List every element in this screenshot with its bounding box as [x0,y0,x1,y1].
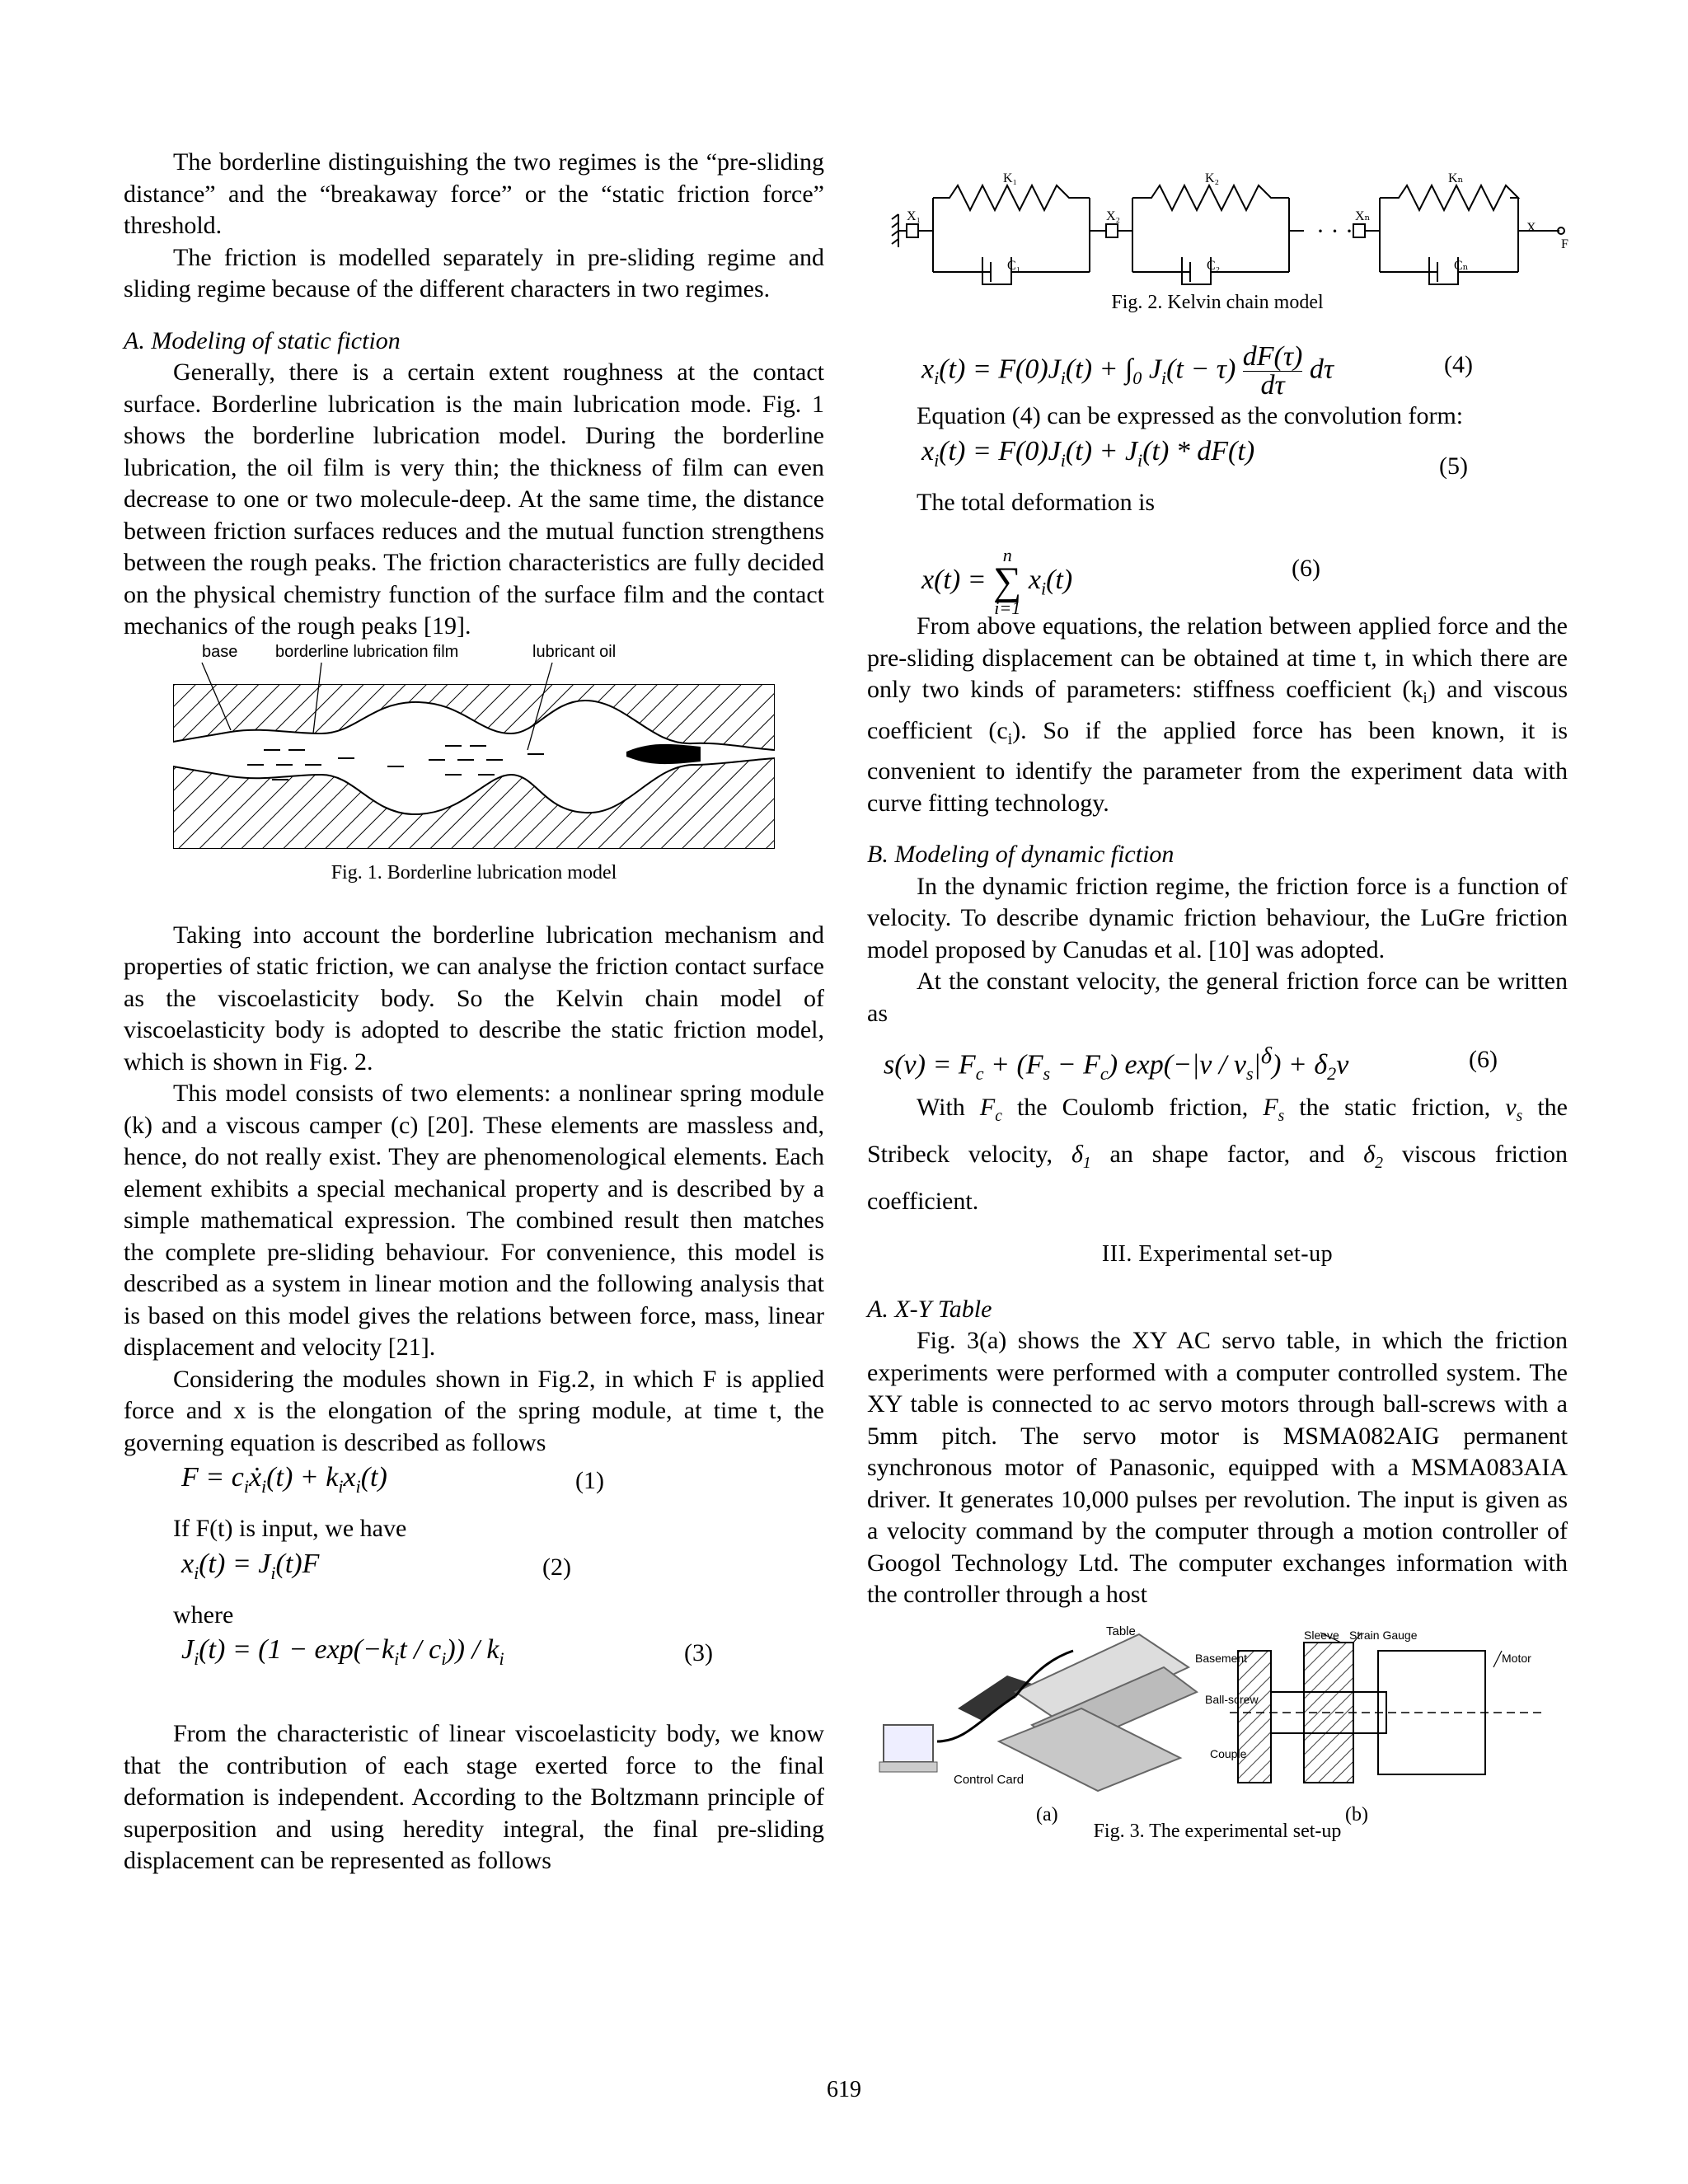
figure-2 [867,165,1568,320]
equation-3 [124,1634,824,1682]
equation-7-formula: $s(v) = F_c + (F_s - F_c)$ $\exp(-|v / v_s|^\delta) + \delta_2v$ [884,1043,1349,1085]
figure-1 [124,642,824,887]
equation-number: (2) [542,1553,571,1581]
paragraph: Taking into account the borderline lubrication mechanism and properties of static friction, we can analyse the friction contact surface as the viscoelasticity body. So the Kelvin chain model of viscoelasticity body is adopted to describe the static friction model, which is shown in Fig. 2. [124,921,824,1076]
equation-number: (4) [1444,351,1473,378]
fig1-label-oil: lubricant oil [532,642,617,661]
fig1-label-film: borderline lubrication film [275,642,459,661]
fig2-label-k2: K₂ [1205,171,1220,185]
equation-1 [124,1462,824,1510]
fig3-sub-b: (b) [1345,1803,1368,1825]
paragraph: With $F_c$ the Coulomb friction, $F_s$ the static friction, $v_s$ the Stribeck velocity, $\delta_1$ an shape factor, and $\delta_2$ viscous friction coefficient. [867,1094,1568,1215]
paragraph: The friction is modelled separately in pre-sliding regime and sliding regime because of the different characters in two regimes. [124,243,824,302]
borderline-lubrication-diagram [124,651,824,857]
fig2-label-c2: C₂ [1207,259,1221,273]
equation-4 [867,331,1568,401]
paragraph: This model consists of two elements: a nonlinear spring module (k) and a viscous camper (c) [20]. These elements are massless and, hence, do not really exist. They are phenomenological elements. Each element exhibits a special mechanical property and is described by a simple mathematical expression. The combined result then matches the complete pre-sliding behaviour. For convenience, this model is described as a system in linear motion and the following analysis that is based on this model gives the relations between force, mass, linear displacement and velocity [21]. [124,1080,824,1361]
page-number: 619 [827,2077,861,2102]
paragraph: Fig. 3(a) shows the XY AC servo table, in which the friction experiments were performed with a computer controlled system. The XY table is connected to ac servo motors through ball-screws with a 5mm pitch. The servo motor is MSMA082AIG permanent synchronous motor of Panasonic, equipped with a MSMA083AIA driver. It generates 10,000 pulses per revolution. The input is given as a velocity command by the computer through a motion controller of Googol Technology Ltd. The computer exchanges information with the controller through a host [867,1327,1568,1608]
equation-2 [124,1549,824,1596]
paragraph-text: From above equations, the relation between applied force and the pre-sliding displacement can be obtained at time t, in which there are only two kinds of parameters: stiffness coefficient (k [867,612,1568,703]
xy-table-photo [879,1634,1197,1791]
equation-number: (3) [684,1639,713,1666]
equation-3-formula: $J_i(t) = (1 - \exp(-k_it / c_i)) / k_i$ [181,1634,504,1669]
paragraph: Equation (4) can be expressed as the convolution form: [917,402,1464,429]
figure-caption: Fig. 1. Borderline lubrication model [331,861,617,883]
paragraph: If F(t) is input, we have [173,1515,407,1542]
fig3-label-strain-gauge: Strain Gauge [1349,1628,1418,1642]
paragraph: The total deformation is [917,488,1156,516]
fig2-label-x: X [1526,221,1536,235]
equation-7 [867,1033,1568,1085]
fig3-label-couple: Couple [1210,1746,1247,1760]
equation-2-formula: $x_i(t) = J_i(t)F$ [181,1548,320,1583]
right-column [867,165,1568,1849]
fig3-label-sleeve: Sleeve [1304,1628,1339,1642]
section-heading: A. Modeling of static fiction [124,326,401,354]
fig2-label-x2: X₂ [1106,209,1121,223]
equation-6-formula: x(t) = n ∑ i=1 $x_i(t)$ [921,545,1073,618]
paragraph: At the constant velocity, the general friction force can be written as [867,968,1568,1027]
section-title: III. Experimental set-up [1101,1241,1334,1267]
figure-3 [867,1618,1568,1849]
paragraph: where [173,1601,234,1629]
fig2-label-c1: C₁ [1007,259,1021,273]
fig2-label-cn: Cₙ [1454,259,1469,273]
paragraph: In the dynamic friction regime, the friction force is a function of velocity. To describe dynamic friction behaviour, the LuGre friction model proposed by Canudas et al. [10] was adopted. [867,872,1568,963]
equation-5 [867,436,1568,484]
fig2-label-f: F [1561,237,1568,251]
figure-caption: Fig. 3. The experimental set-up [1093,1820,1342,1842]
section-heading: A. X-Y Table [867,1295,992,1323]
equation-number: (6) [1469,1046,1498,1073]
equation-number: (6) [1292,555,1320,582]
fig2-label-xn: Xₙ [1355,209,1371,223]
fig2-label-x1: X₁ [907,209,921,223]
section-heading: B. Modeling of dynamic fiction [867,841,1175,868]
paragraph: Considering the modules shown in Fig.2, in which F is applied force and x is the elongation of the spring module, at time t, the governing equation is described as follows [124,1365,824,1456]
fig1-label-base: base [202,642,238,661]
fig3-label-motor: Motor [1502,1651,1531,1665]
fig3-label-basement: Basement [1195,1651,1248,1665]
equation-5-formula: $x_i(t) = F(0)J_i(t) + J_i(t) * dF(t)$ [921,435,1255,471]
ellipsis: · · · [1316,218,1353,245]
equation-1-formula: $F = c_iẋ_i(t) + k_ix_i(t)$ [181,1462,387,1497]
ball-screw-drawing [1230,1633,1543,1783]
paragraph: The borderline distinguishing the two regimes is the “pre-sliding distance” and the “breakaway force” or the “static friction force” threshold. [124,148,824,239]
fig3-label-ball-screw: Ball-screw [1205,1692,1259,1706]
equation-6 [867,522,1568,618]
equation-4-formula: $x_i(t) = F(0)J_i(t) + \int_0$ $J_i(t - \tau)$ $\frac{dF(\tau)}{d\tau}$ dτ [921,341,1334,401]
figure-caption: Fig. 2. Kelvin chain model [1111,292,1324,313]
fig2-label-kn: Kₙ [1448,171,1464,185]
left-column [124,147,824,1877]
paragraph: From above equations, the relation between applied force and the pre-sliding displacement can be obtained at time t, in which there are only two kinds of parameters: stiffness coefficient $(k_i)$ and viscous coefficient $(c_i)$. So if the applied force has been known, it is convenient to identify the parameter from the experiment data with curve fitting technology. [867,612,1568,817]
fig3-sub-a: (a) [1036,1803,1058,1825]
fig2-label-k1: K₁ [1003,171,1018,185]
fig3-label-table: Table [1106,1624,1136,1638]
equation-number: (1) [575,1467,604,1494]
paragraph: Generally, there is a certain extent roughness at the contact surface. Borderline lubrication is the main lubrication mode. Fig. 1 shows the borderline lubrication model. During the borderline lubrication, the oil film is very thin; the thickness of film can even decrease to one or two molecule-deep. At the same time, the distance between friction surfaces reduces and the mutual function strengthens between the rough peaks. The friction characteristics are fully decided on the physical chemistry function of the surface film and the contact mechanics of the rough peaks [19]. [124,359,824,640]
paragraph: From the characteristic of linear viscoelasticity body, we know that the contribution of each stage exerted force to the final deformation is independent. According to the Boltzmann principle of superposition and using heredity integral, the final pre-sliding displacement can be represented as follows [124,1720,824,1874]
equation-number: (5) [1439,452,1468,480]
fig3-label-control-card: Control Card [954,1772,1025,1787]
